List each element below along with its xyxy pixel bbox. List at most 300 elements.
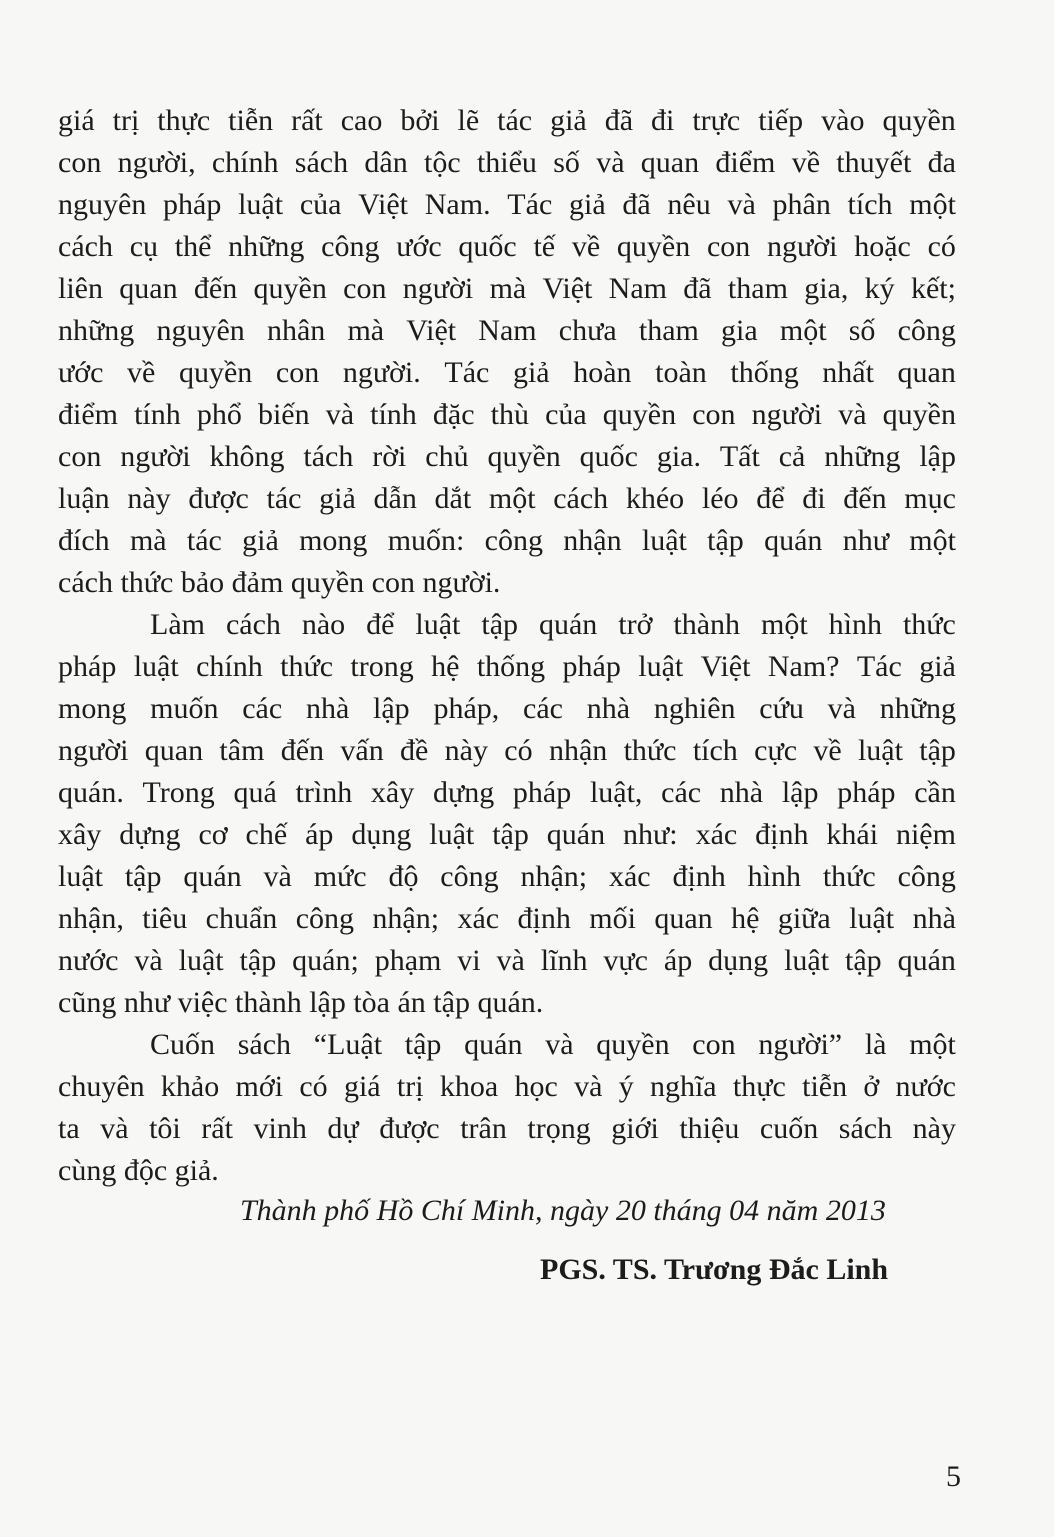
word: tiễn	[802, 1070, 848, 1103]
word: định	[672, 860, 726, 893]
word: con	[692, 1028, 736, 1061]
word: người	[120, 440, 191, 473]
word: những	[824, 440, 901, 473]
text-line	[58, 689, 956, 729]
word: người.	[342, 356, 421, 389]
word: tập	[844, 944, 882, 977]
word: chế	[245, 818, 288, 851]
word: số	[848, 314, 876, 347]
word: và	[574, 1070, 603, 1103]
word: quyền	[253, 272, 327, 305]
word: dẫn	[373, 482, 417, 515]
word: về	[791, 146, 821, 179]
word: công	[897, 314, 956, 347]
text-line	[58, 521, 956, 561]
word: điểm	[58, 398, 118, 431]
word: lập	[781, 776, 819, 809]
word: tôi	[149, 1112, 181, 1145]
text-line: cách thức bảo đảm quyền con người.	[58, 566, 501, 599]
word: tính	[370, 398, 417, 431]
word: công	[321, 230, 380, 263]
word: biến	[257, 398, 310, 431]
word: chưa	[558, 314, 617, 347]
word: gia	[721, 314, 758, 347]
word: nhận,	[58, 902, 124, 935]
word: giả	[550, 104, 587, 137]
word: dắt	[434, 482, 472, 515]
word: Tác	[856, 650, 902, 683]
word: này	[127, 482, 171, 515]
word: mà	[347, 314, 385, 347]
text-line	[58, 437, 956, 477]
word: cần	[914, 776, 956, 809]
word: mong	[299, 524, 368, 557]
text-line	[58, 143, 956, 183]
word: nhận	[563, 524, 622, 557]
word: và	[134, 944, 163, 977]
word: nhà	[305, 692, 350, 725]
word: tính	[134, 398, 181, 431]
word: đi	[802, 482, 826, 515]
word: người	[751, 398, 823, 431]
word: pháp	[58, 650, 117, 683]
word: tâm	[219, 734, 265, 767]
text-line	[58, 185, 956, 225]
word: tích	[692, 734, 738, 767]
word: học	[514, 1070, 558, 1103]
text-line: cùng độc giả.	[58, 1154, 219, 1187]
word: không	[209, 440, 285, 473]
word: giữa	[777, 902, 831, 935]
word: tập	[707, 524, 744, 557]
word: cao	[340, 104, 383, 137]
word: hoàn	[573, 356, 632, 389]
word: nhà	[719, 776, 764, 809]
text-line	[58, 101, 956, 141]
word: vào	[821, 104, 865, 137]
word: về	[571, 230, 601, 263]
word: luật	[638, 650, 684, 683]
word: luật	[429, 818, 475, 851]
word: trình	[295, 776, 353, 809]
word: có	[299, 1070, 328, 1103]
word: khoa	[439, 1070, 499, 1103]
word: trở	[618, 608, 653, 641]
word: và	[596, 146, 625, 179]
word: tham	[727, 272, 788, 305]
word: pháp	[163, 188, 222, 221]
text-line	[58, 773, 956, 813]
word: quán	[183, 860, 242, 893]
word: dân	[364, 146, 408, 179]
word: về	[813, 734, 842, 767]
word: giả	[512, 356, 550, 389]
word: nhân	[266, 314, 326, 347]
word: lẽ	[457, 104, 480, 137]
word: pháp	[562, 650, 621, 683]
word: Việt	[358, 188, 409, 221]
word: quyền	[882, 104, 956, 137]
word: nguyên	[58, 188, 147, 221]
word: quyền	[178, 356, 253, 389]
word: trong	[350, 650, 414, 683]
word: vực	[603, 944, 648, 977]
word: tác	[266, 482, 302, 515]
text-line	[58, 1109, 956, 1149]
text-line	[58, 311, 956, 351]
word: các	[523, 692, 563, 725]
word: giả	[319, 482, 356, 515]
word: là	[864, 1028, 887, 1061]
word: giá	[58, 104, 95, 137]
word: người”	[758, 1028, 843, 1061]
word: quan	[640, 146, 700, 179]
word: trân	[460, 1112, 507, 1145]
word: nào	[301, 608, 346, 641]
word: thiểu	[476, 146, 537, 179]
word: luật	[641, 524, 687, 557]
word: dựng	[119, 818, 181, 851]
word: một	[909, 188, 956, 221]
word: phạm	[374, 944, 442, 977]
text-line	[58, 857, 956, 897]
word: cụ	[129, 230, 159, 263]
word: quán	[464, 1028, 523, 1061]
word: luận	[58, 482, 110, 515]
word: người	[402, 272, 474, 305]
word: quán	[538, 608, 598, 641]
word: đề	[400, 734, 429, 767]
word: kết;	[910, 272, 956, 305]
word: một	[909, 1028, 956, 1061]
word: và	[325, 398, 355, 431]
word: tộc	[424, 146, 461, 179]
word: con	[692, 398, 736, 431]
word: muốn:	[387, 524, 465, 557]
word: và	[827, 692, 856, 725]
word: tập	[481, 608, 519, 641]
word: cuốn	[759, 1112, 819, 1145]
word: đã	[604, 104, 634, 137]
word: nhận;	[372, 902, 440, 935]
word: đi	[651, 104, 675, 137]
word: con	[58, 146, 102, 179]
word: quyền	[882, 398, 956, 431]
word: quán;	[292, 944, 359, 977]
word: như:	[623, 818, 678, 851]
word: thành	[673, 608, 741, 641]
word: ước	[58, 356, 104, 389]
word: hệ	[431, 650, 460, 683]
word: cơ	[198, 818, 228, 851]
word: thức	[902, 608, 956, 641]
word: khái	[826, 818, 879, 851]
word: Tác	[507, 188, 553, 221]
word: đến	[280, 734, 325, 767]
word: khéo	[625, 482, 685, 515]
word: tế	[533, 230, 556, 263]
word: mối	[589, 902, 636, 935]
word: Cuốn	[150, 1028, 216, 1061]
word: gia.	[656, 440, 701, 473]
word: liên	[58, 272, 103, 305]
text-line	[58, 353, 956, 393]
word: của	[545, 398, 587, 431]
word: thực	[157, 104, 211, 137]
word: giá	[343, 1070, 381, 1103]
word: tham	[638, 314, 699, 347]
word: vấn	[340, 734, 384, 767]
word: người	[58, 734, 129, 767]
word: một	[761, 608, 808, 641]
word: Nam.	[424, 188, 491, 221]
word: định	[517, 902, 571, 935]
word: giới	[611, 1112, 659, 1145]
word: quán	[546, 818, 606, 851]
word: muốn	[150, 692, 219, 725]
word: trị	[112, 104, 140, 137]
word: tập	[239, 944, 277, 977]
word: Tất	[719, 440, 760, 473]
word: đến	[193, 272, 238, 305]
word: một	[488, 482, 536, 515]
word: cách	[225, 608, 281, 641]
word: số	[553, 146, 580, 179]
word: dự	[327, 1112, 359, 1145]
word: thống	[730, 356, 799, 389]
word: ý	[618, 1070, 634, 1103]
word: một	[779, 314, 827, 347]
word: giả	[568, 188, 606, 221]
word: con	[706, 230, 751, 263]
word: “Luật	[313, 1028, 383, 1061]
word: những	[879, 692, 956, 725]
word: chuyên	[58, 1070, 145, 1103]
text-line	[58, 1067, 956, 1107]
word: lập	[373, 692, 410, 725]
word: thể	[174, 230, 212, 263]
word: luật	[784, 944, 830, 977]
word: và	[100, 1112, 129, 1145]
word: sách	[237, 1028, 292, 1061]
word: khảo	[160, 1070, 220, 1103]
word: tập	[492, 818, 529, 851]
word: mức	[313, 860, 367, 893]
word: cả	[778, 440, 806, 473]
text-line	[58, 395, 956, 435]
word: và	[838, 398, 867, 431]
word: quán.	[58, 776, 124, 809]
word: đa	[927, 146, 956, 179]
word: quốc	[579, 440, 638, 473]
word: xác	[608, 860, 651, 893]
word: áp	[663, 944, 693, 977]
word: nguyên	[156, 314, 245, 347]
word: những	[228, 230, 305, 263]
word: quyền	[487, 440, 561, 473]
word: đích	[58, 524, 110, 557]
word: tác	[186, 524, 222, 557]
word: tập	[124, 860, 162, 893]
word: các	[242, 692, 283, 725]
word: con	[275, 356, 320, 389]
word: nhất	[822, 356, 874, 389]
word: Tác	[444, 356, 490, 389]
word: như	[842, 524, 889, 557]
word: quán	[764, 524, 823, 557]
word: Nam	[478, 314, 537, 347]
word: nghĩa	[649, 1070, 717, 1103]
word: tích	[847, 188, 893, 221]
word: luật	[178, 944, 224, 977]
word: tiêu	[142, 902, 188, 935]
word: quan	[119, 272, 178, 305]
word: quan	[897, 356, 956, 389]
word: hệ	[731, 902, 760, 935]
word: quyền	[596, 1028, 670, 1061]
word: đã	[622, 188, 651, 221]
word: tác	[497, 104, 533, 137]
text-line	[58, 269, 956, 309]
word: về	[127, 356, 156, 389]
word: và	[727, 188, 756, 221]
word: nước	[895, 1070, 956, 1103]
word: xác	[695, 818, 738, 851]
word: công	[897, 860, 956, 893]
word: mới	[235, 1070, 284, 1103]
word: léo	[701, 482, 739, 515]
word: luật	[849, 902, 895, 935]
word: thức	[280, 650, 334, 683]
word: pháp	[837, 776, 896, 809]
word: xây	[370, 776, 415, 809]
text-line: cũng như việc thành lập tòa án tập quán.	[58, 986, 544, 1019]
paragraph-first-line	[150, 1025, 956, 1065]
word: xây	[58, 818, 102, 851]
word: chính	[196, 650, 263, 683]
word: con	[343, 272, 387, 305]
word: để	[756, 482, 785, 515]
word: sách	[838, 1112, 893, 1145]
word: quán	[897, 944, 956, 977]
word: ước	[396, 230, 442, 263]
word: giả	[242, 524, 279, 557]
word: ta	[58, 1112, 80, 1145]
word: chính	[211, 146, 279, 179]
word: mà	[129, 524, 167, 557]
word: nước	[58, 944, 119, 977]
word: pháp	[512, 776, 572, 809]
word: đến	[843, 482, 887, 515]
word: rời	[372, 440, 407, 473]
word: pháp,	[433, 692, 500, 725]
text-line	[58, 815, 956, 855]
signature-author: PGS. TS. Trương Đắc Linh	[540, 1253, 889, 1286]
word: và	[263, 860, 292, 893]
word: quyền	[616, 230, 691, 263]
word: luật	[58, 860, 103, 893]
word: tập	[404, 1028, 442, 1061]
word: và	[545, 1028, 574, 1061]
word: Làm	[150, 608, 205, 641]
word: những	[58, 314, 135, 347]
word: mong	[58, 692, 127, 725]
word: chuẩn	[205, 902, 278, 935]
word: sách	[294, 146, 349, 179]
word: dựng	[432, 776, 495, 809]
word: toàn	[655, 356, 707, 389]
word: công	[295, 902, 355, 935]
word: cách	[58, 230, 113, 263]
word: Việt	[542, 272, 593, 305]
word: dụng	[351, 818, 412, 851]
word: đã	[683, 272, 712, 305]
word: người	[767, 230, 838, 263]
word: điểm	[715, 146, 776, 179]
word: Trong	[142, 776, 215, 809]
word: luật	[415, 608, 461, 641]
word: dụng	[708, 944, 769, 977]
word: Việt	[700, 650, 751, 683]
word: con	[58, 440, 102, 473]
word: luật,	[589, 776, 643, 809]
word: người,	[117, 146, 196, 179]
word: vinh	[253, 1112, 307, 1145]
word: một	[909, 524, 956, 557]
word: thực	[732, 1070, 786, 1103]
word: các	[661, 776, 702, 809]
word: lĩnh	[540, 944, 588, 977]
word: được	[188, 482, 249, 515]
word: bởi	[400, 104, 440, 137]
word: chủ	[425, 440, 469, 473]
page-number: 5	[946, 1460, 961, 1493]
word: nêu	[667, 188, 711, 221]
word: định	[755, 818, 809, 851]
word: niệm	[895, 818, 956, 851]
word: thức	[822, 860, 876, 893]
paragraph-first-line	[150, 605, 956, 645]
word: nhà	[586, 692, 631, 725]
word: công	[484, 524, 543, 557]
word: này	[912, 1112, 956, 1145]
word: ở	[863, 1070, 880, 1103]
word: tiễn	[228, 104, 274, 137]
word: này	[444, 734, 488, 767]
word: của	[299, 188, 342, 221]
word: thống	[476, 650, 546, 683]
word: đặc	[432, 398, 475, 431]
word: trọng	[527, 1112, 591, 1145]
word: Nam?	[767, 650, 840, 683]
word: xác	[457, 902, 500, 935]
word: quốc	[458, 230, 517, 263]
word: tiếp	[758, 104, 804, 137]
signature-date: Thành phố Hồ Chí Minh, ngày 20 tháng 04 năm 2013	[240, 1194, 886, 1227]
word: mục	[904, 482, 956, 515]
word: tách	[303, 440, 354, 473]
word: tập	[919, 734, 956, 767]
word: nhận	[548, 734, 608, 767]
word: Việt	[406, 314, 457, 347]
word: phân	[772, 188, 831, 221]
word: trực	[692, 104, 741, 137]
text-line	[58, 941, 956, 981]
word: giả	[919, 650, 956, 683]
word: cách	[553, 482, 609, 515]
word: gia,	[804, 272, 849, 305]
text-line	[58, 479, 956, 519]
